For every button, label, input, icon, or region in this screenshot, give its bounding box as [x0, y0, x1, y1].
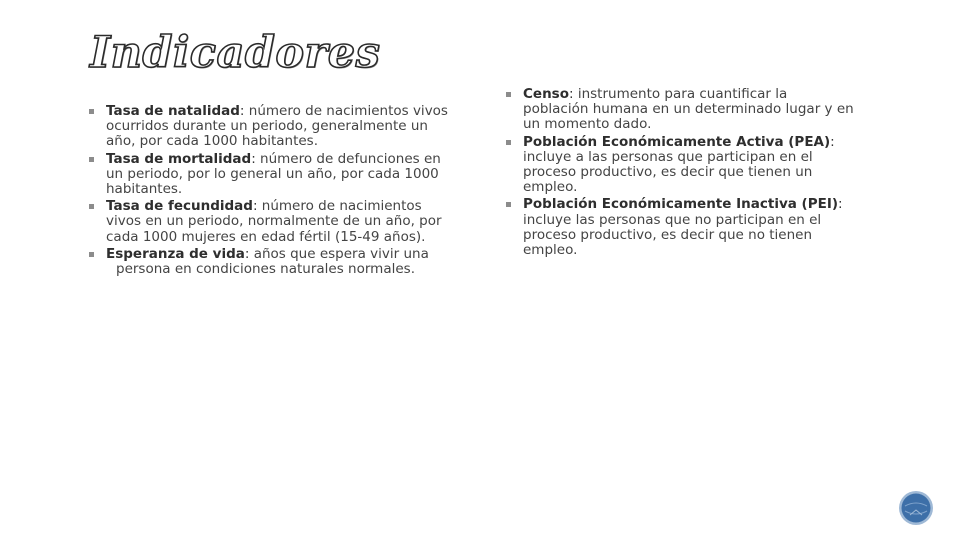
- item-term: Población Económicamente Inactiva (PEI): [523, 196, 839, 213]
- item-description: años que espera vivir una: [253, 245, 429, 262]
- item-term: Tasa de fecundidad: [106, 198, 253, 215]
- list-item: Esperanza de vida: años que espera vivir una persona en condiciones naturales normales.: [89, 247, 449, 277]
- item-description: incluye las personas que no participan en el proceso productivo, es decir que no tienen empleo.: [523, 211, 822, 259]
- square-bullet-icon: [89, 204, 94, 209]
- list-item: Población Económicamente Activa (PEA): incluye a las personas que participan en el proceso productivo, es decir que tienen un empleo.: [506, 135, 856, 196]
- item-term: Esperanza de vida: [106, 245, 245, 262]
- square-bullet-icon: [506, 92, 511, 97]
- item-description-continued: persona en condiciones naturales normales.: [116, 261, 415, 278]
- item-term: Tasa de natalidad: [106, 103, 240, 119]
- list-item: Tasa de natalidad: número de nacimientos vivos ocurridos durante un periodo, generalmente un año, por cada 1000 habitantes.: [89, 104, 449, 150]
- item-description: número de nacimientos vivos en un periodo, normalmente de un año, por cada 1000 mujeres en edad fértil (15-49 años).: [106, 198, 442, 245]
- circle-logo-icon: [898, 490, 934, 526]
- item-description: número de nacimientos vivos ocurridos durante un periodo, generalmente un año, por cada 1000 habitantes.: [106, 103, 448, 150]
- square-bullet-icon: [89, 157, 94, 162]
- list-item: Censo: instrumento para cuantificar la población humana en un determinado lugar y en un momento dado.: [506, 87, 856, 133]
- list-item: Tasa de fecundidad: número de nacimientos vivos en un periodo, normalmente de un año, por cada 1000 mujeres en edad fértil (15-49 años).: [89, 199, 449, 245]
- square-bullet-icon: [89, 252, 94, 257]
- item-term: Tasa de mortalidad: [106, 150, 252, 167]
- right-bullet-list: [506, 87, 856, 260]
- item-term: Población Económicamente Activa (PEA): [523, 133, 831, 150]
- item-description: incluye a las personas que participan en el proceso productivo, es decir que tienen un empleo.: [523, 148, 813, 196]
- item-description: instrumento para cuantificar la población humana en un determinado lugar y en un momento dado.: [523, 86, 854, 133]
- page-title: Indicadores: [90, 28, 381, 78]
- left-bullet-list: [89, 104, 449, 279]
- square-bullet-icon: [506, 140, 511, 145]
- item-description: número de defunciones en un periodo, por lo general un año, por cada 1000 habitantes.: [106, 150, 441, 198]
- square-bullet-icon: [89, 109, 94, 114]
- list-item: Tasa de mortalidad: número de defunciones en un periodo, por lo general un año, por cada 1000 habitantes.: [89, 152, 449, 198]
- list-item: Población Económicamente Inactiva (PEI): incluye las personas que no participan en el proceso productivo, es decir que no tienen empleo.: [506, 197, 856, 258]
- square-bullet-icon: [506, 202, 511, 207]
- item-term: Censo: [523, 86, 569, 102]
